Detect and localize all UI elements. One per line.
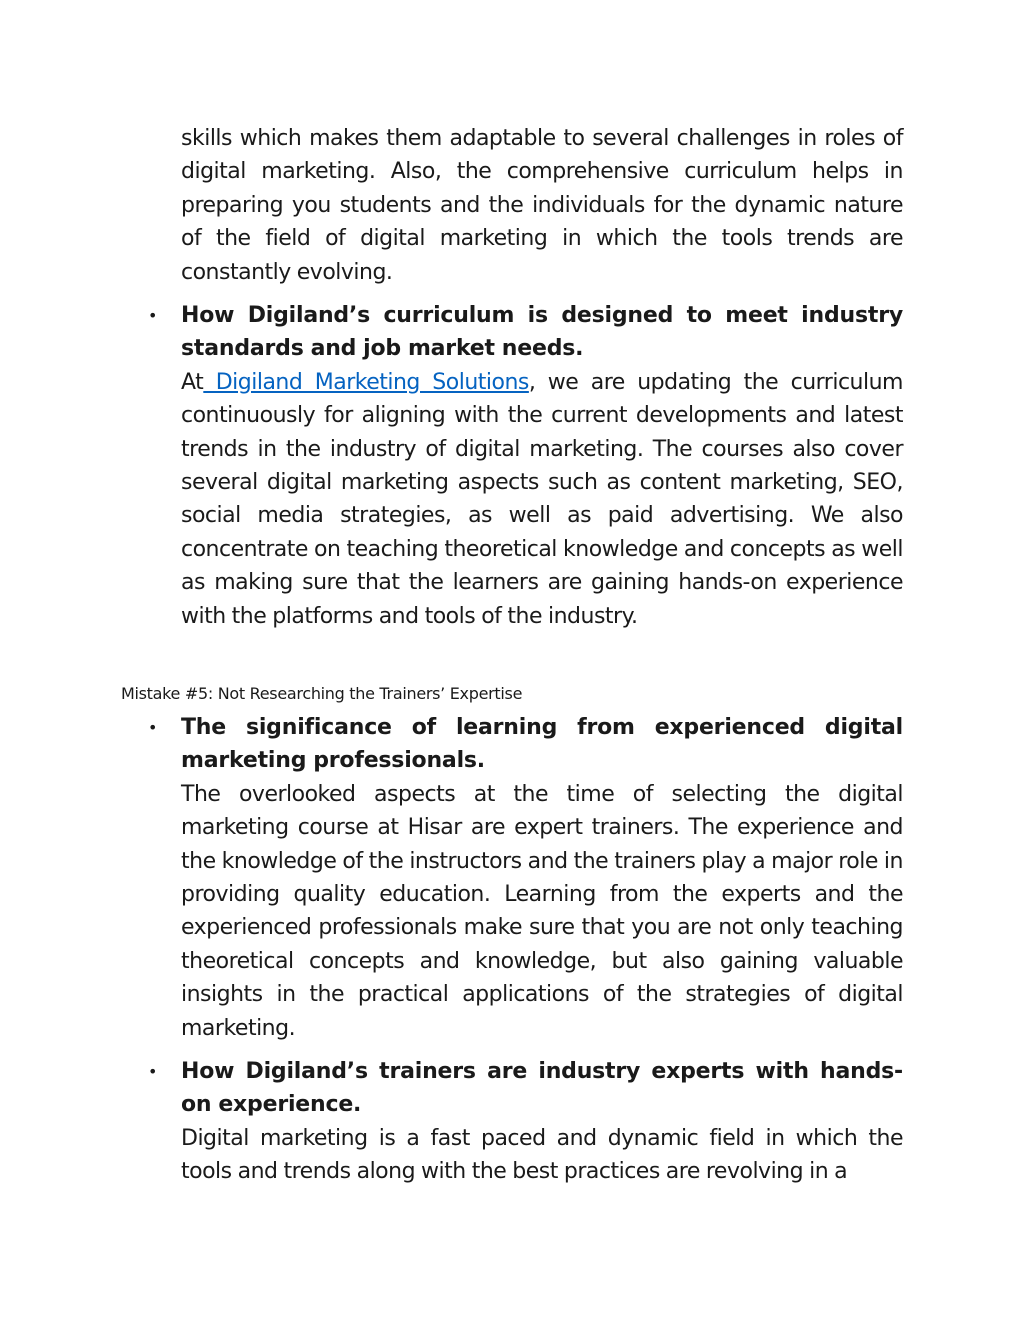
digiland-link[interactable]: Digiland Marketing Solutions [203,369,529,395]
trainers-heading: How Digiland’s trainers are industry experts with hands-on experience. [181,1059,903,1118]
bullet-icon: • [148,306,157,325]
significance-heading: The significance of learning from experienced digital marketing professionals. [181,715,903,774]
list-item-significance [148,711,903,1045]
list-item-trainers [148,1055,903,1189]
significance-body: The overlooked aspects at the time of selecting the digital marketing course at Hisar are expert trainers. The experience and the knowledge of the instructors and the trainers play a major role in providing quality education. Learning from the experts and the experienced professionals make sure that you are not only teaching theoretical concepts and knowledge, but also gaining valuable insights in the practical applications of the strategies of digital marketing. [181,781,903,1041]
curriculum-body [181,366,903,633]
curriculum-heading: How Digiland’s curriculum is designed to meet industry standards and job market needs. [181,303,903,362]
list-item-curriculum [148,299,903,633]
bullet-icon: • [148,1062,157,1081]
trainers-body: Digital marketing is a fast paced and dynamic field in which the tools and trends along with the best practices are revolving in a [181,1125,903,1185]
bullet-icon: • [148,718,157,737]
intro-text: skills which makes them adaptable to several challenges in roles of digital marketing. Also, the comprehensive curriculum helps in preparing you students and the individuals for the dynamic nature of the field of digital marketing in which the tools trends are constantly evolving. [181,126,903,285]
curriculum-body-prefix: At [181,369,204,395]
mistake-heading: Mistake #5: Not Researching the Trainers’ Expertise [121,684,523,703]
curriculum-body-rest: , we are updating the curriculum continuously for aligning with the current developments and latest trends in the industry of digital marketing. The courses also cover several digital marketing aspects such as content marketing, SEO, social media strategies, as well as paid advertising. We also concentrate on teaching theoretical knowledge and concepts as well as making sure that the learners are gaining hands-on experience with the platforms and tools of the industry. [181,369,903,629]
intro-paragraph [181,122,903,289]
